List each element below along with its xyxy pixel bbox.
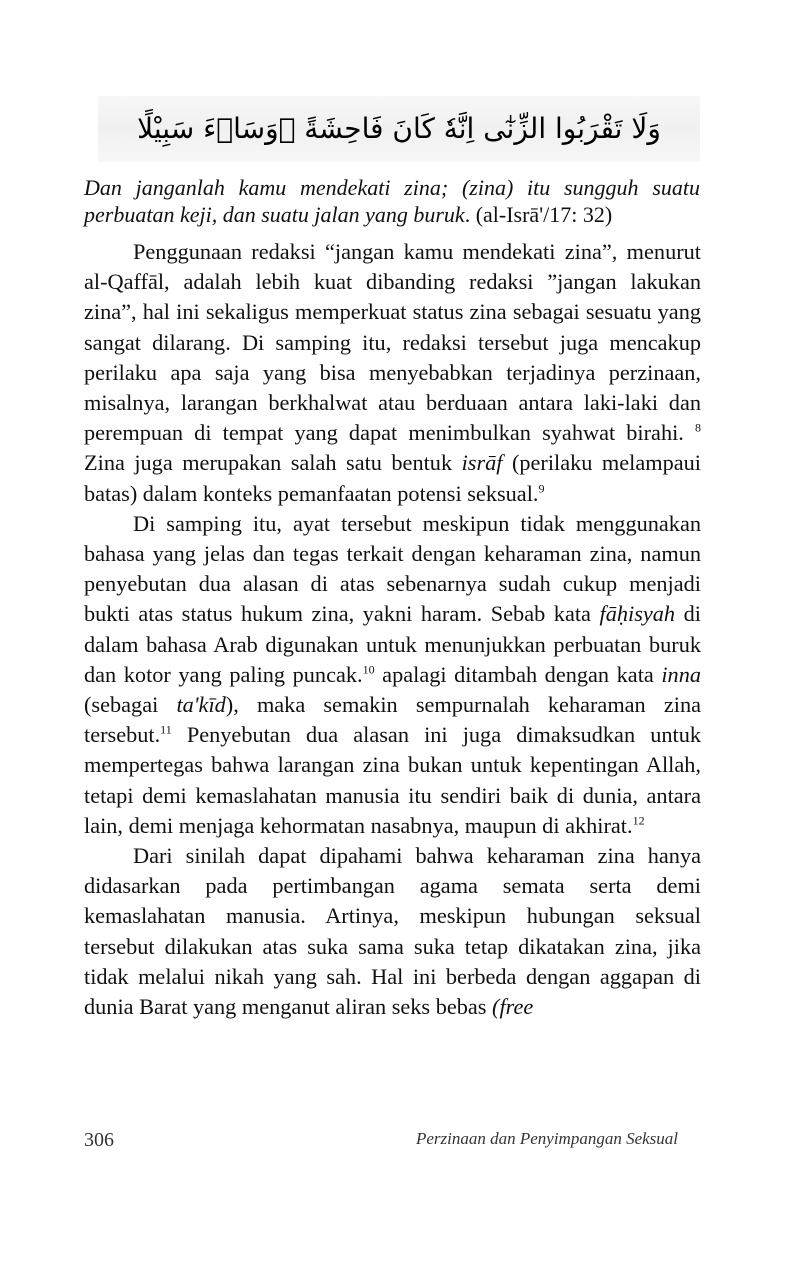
p2-term-takid: ta'kīd bbox=[176, 692, 226, 718]
paragraph-2 bbox=[84, 509, 701, 841]
footnote-ref-9[interactable]: 9 bbox=[538, 481, 545, 496]
footnote-ref-8[interactable]: 8 bbox=[695, 420, 701, 435]
body-text bbox=[84, 237, 701, 1022]
verse-translation bbox=[84, 174, 700, 228]
arabic-verse-text: وَلَا تَقْرَبُوا الزِّنٰٓى اِنَّهٗ كَانَ فَاحِشَةً ۗوَسَاۤءَ سَبِيْلًا bbox=[137, 112, 661, 145]
p2-text-2: di dalam bahasa Arab digunakan untuk menunjukkan perbuatan buruk dan kotor yang paling puncak. bbox=[84, 601, 701, 687]
p2-text-3: apalagi ditambah dengan kata bbox=[374, 661, 662, 687]
verse-citation: (al-Isrā'/17: 32) bbox=[470, 202, 613, 227]
translation-text: Dan janganlah kamu mendekati zina; (zina) itu sungguh suatu perbuatan keji, dan suatu jalan yang buruk bbox=[84, 175, 700, 227]
footnote-ref-10[interactable]: 10 bbox=[362, 662, 375, 677]
p1-text-3: (perilaku melampaui batas) dalam konteks pemanfaatan potensi seksual. bbox=[84, 450, 701, 506]
page-footer bbox=[84, 1129, 678, 1153]
page-number: 306 bbox=[84, 1129, 114, 1151]
p2-term-fahisyah: fāḥisyah bbox=[599, 601, 676, 627]
p1-text-1: Penggunaan redaksi “jangan kamu mendekati zina”, menurut al-Qaffāl, adalah lebih kuat dibanding redaksi ”jangan lakukan zina”, hal ini sekaligus memperkuat status zina sebagai sesuatu yang sangat dilarang. Di samping itu, redaksi tersebut juga mencakup perilaku apa saja yang bisa menyebabkan terjadinya perzinaan, misalnya, larangan berkhalwat atau berduaan antara laki-laki dan perempuan di tempat yang dapat menimbulkan syahwat birahi. bbox=[84, 239, 701, 446]
p1-text-2: Zina juga merupakan salah satu bentuk bbox=[84, 450, 462, 476]
p2-text-6: Penyebutan dua alasan ini juga dimaksudkan untuk mempertegas bahwa larangan zina bukan untuk kepentingan Allah, tetapi demi kemaslahatan manusia itu sendiri baik di dunia, antara lain, demi menjaga kehormatan nasabnya, maupun di akhirat. bbox=[84, 722, 701, 838]
p3-text-1: Dari sinilah dapat dipahami bahwa keharaman zina hanya didasarkan pada pertimbangan agama semata serta demi kemaslahatan manusia. Artinya, meskipun hubungan seksual tersebut dilakukan atas suka sama suka tetap dikatakan zina, jika tidak melalui nikah yang sah. Hal ini berbeda dengan aggapan di dunia Barat yang menganut aliran seks bebas bbox=[84, 843, 701, 1020]
p2-text-1: Di samping itu, ayat tersebut meskipun tidak menggunakan bahasa yang jelas dan tegas terkait dengan keharaman zina, namun penyebutan dua alasan di atas sebenarnya sudah cukup menjadi bukti atas status hukum zina, yakni haram. Sebab kata bbox=[84, 510, 701, 627]
p2-term-inna: inna bbox=[661, 661, 701, 687]
running-title: Perzinaan dan Penyimpangan Seksual bbox=[415, 1129, 678, 1148]
paragraph-1 bbox=[84, 237, 701, 509]
p2-text-5: ), maka semakin sempurnalah keharaman zina tersebut. bbox=[84, 692, 701, 748]
translation-period: . bbox=[464, 202, 471, 227]
paragraph-3 bbox=[84, 841, 701, 1022]
p1-term-israf: isrāf bbox=[461, 450, 503, 476]
p3-term-free: (free bbox=[492, 994, 534, 1020]
p2-text-4: (sebagai bbox=[84, 692, 177, 718]
footnote-ref-11[interactable]: 11 bbox=[160, 722, 172, 737]
quran-verse-arabic bbox=[98, 96, 700, 162]
footnote-ref-12[interactable]: 12 bbox=[632, 813, 645, 828]
